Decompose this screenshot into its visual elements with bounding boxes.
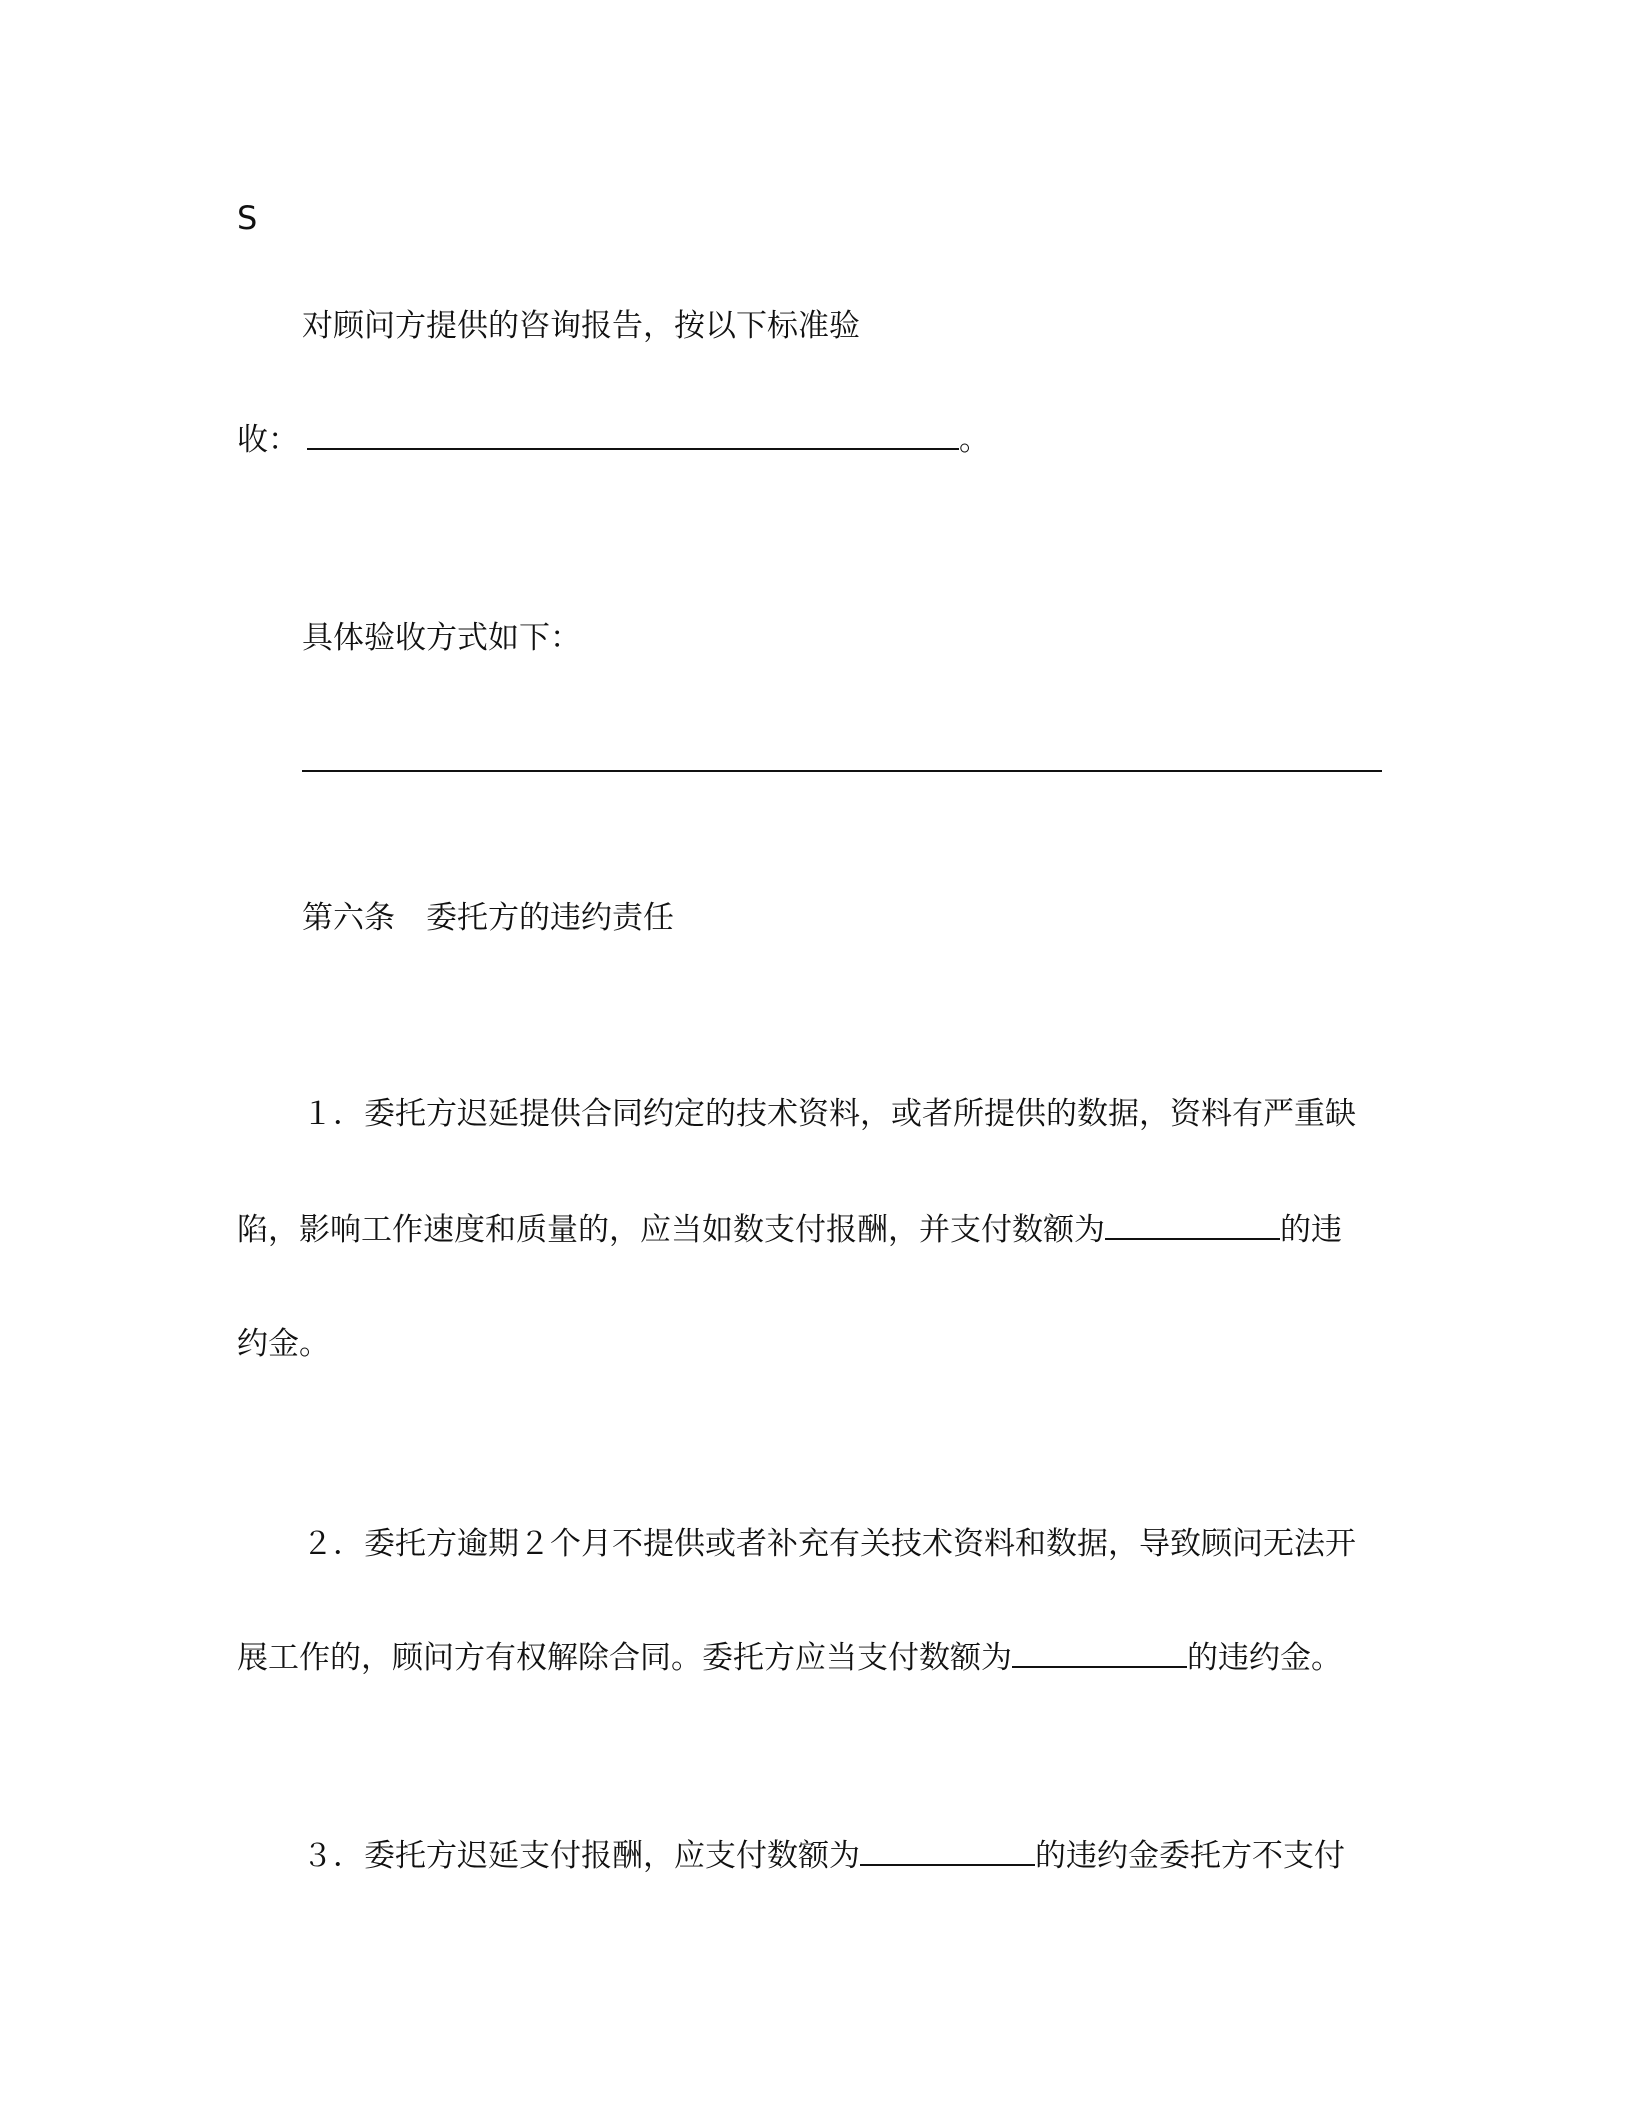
acceptance-prefix: 收：	[237, 422, 299, 458]
item-3-suffix: 的违约金委托方不支付	[1035, 1838, 1345, 1874]
item-2-line-2	[237, 1638, 1342, 1678]
item-1-penalty-blank[interactable]	[1105, 1210, 1280, 1240]
item-3-penalty-blank[interactable]	[860, 1836, 1035, 1866]
stray-letter: S	[237, 199, 258, 237]
item-2-suffix: 的违约金。	[1187, 1640, 1342, 1676]
item-1-line-3: 约金。	[237, 1326, 330, 1362]
acceptance-standard-blank[interactable]	[307, 420, 959, 450]
article-6-heading: 第六条 委托方的违约责任	[302, 900, 674, 936]
item-2-penalty-blank[interactable]	[1012, 1638, 1187, 1668]
acceptance-line-2	[237, 420, 990, 460]
acceptance-method-blank[interactable]	[302, 770, 1382, 772]
item-1-line-2	[237, 1210, 1342, 1250]
item-3-prefix: ３．委托方迟延支付报酬，应支付数额为	[302, 1838, 860, 1874]
acceptance-suffix: 。	[959, 422, 990, 458]
item-2-prefix: 展工作的，顾问方有权解除合同。委托方应当支付数额为	[237, 1640, 1012, 1676]
item-3-line-1	[302, 1836, 1345, 1876]
acceptance-method-label: 具体验收方式如下：	[302, 620, 581, 656]
acceptance-line-1: 对顾问方提供的咨询报告，按以下标准验	[302, 308, 860, 344]
item-1-suffix: 的违	[1280, 1212, 1342, 1248]
item-1-line-1: １．委托方迟延提供合同约定的技术资料，或者所提供的数据，资料有严重缺	[302, 1096, 1356, 1132]
item-2-line-1: ２．委托方逾期２个月不提供或者补充有关技术资料和数据，导致顾问无法开	[302, 1526, 1356, 1562]
item-1-prefix: 陷，影响工作速度和质量的，应当如数支付报酬，并支付数额为	[237, 1212, 1105, 1248]
